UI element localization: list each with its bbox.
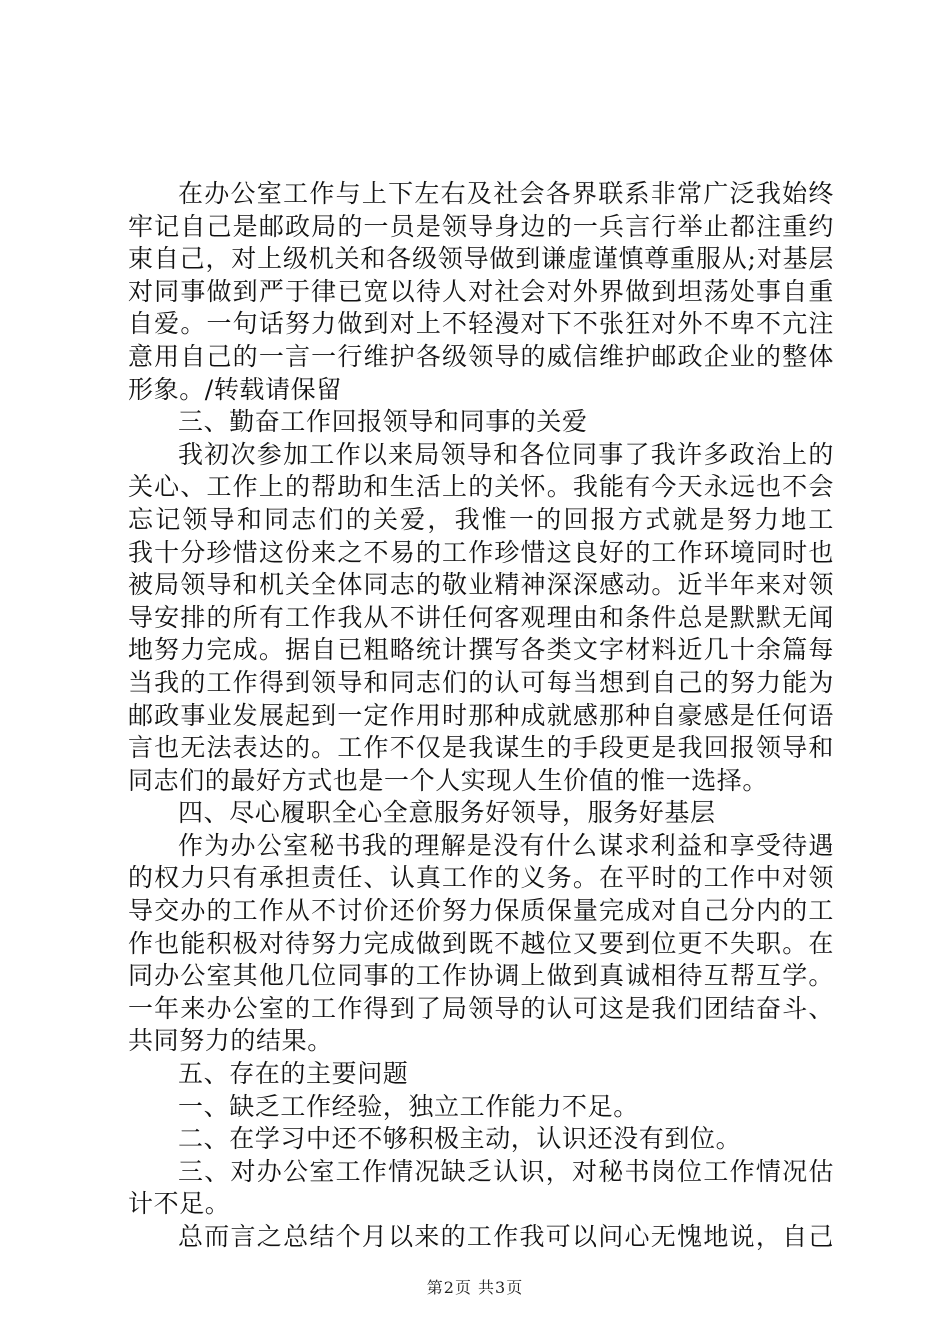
text-line: 言也无法表达的。工作不仅是我谋生的手段更是我回报领导和 (128, 733, 834, 763)
text-line: 束自己，对上级机关和各级领导做到谦虚谨慎尊重服从;对基层 (128, 244, 834, 274)
text-line: 二、在学习中还不够积极主动，认识还没有到位。 (178, 1124, 742, 1154)
text-line: 同办公室其他几位同事的工作协调上做到真诚相待互帮互学。 (128, 961, 834, 991)
text-line: 导交办的工作从不讨价还价努力保质保量完成对自己分内的工 (128, 896, 834, 926)
text-line: 的权力只有承担责任、认真工作的义务。在平时的工作中对领 (128, 863, 834, 893)
text-line: 一年来办公室的工作得到了局领导的认可这是我们团结奋斗、 (128, 993, 834, 1023)
text-line: 三、对办公室工作情况缺乏认识，对秘书岗位工作情况估 (178, 1156, 834, 1186)
text-line: 当我的工作得到领导和同志们的认可每当想到自己的努力能为 (128, 667, 834, 697)
text-line: 自爱。一句话努力做到对上不轻漫对下不张狂对外不卑不亢注 (128, 309, 834, 339)
text-line: 地努力完成。据自已粗略统计撰写各类文字材料近几十余篇每 (128, 635, 834, 665)
text-line: 同志们的最好方式也是一个人实现人生价值的惟一选择。 (128, 765, 769, 795)
text-line: 形象。/转载请保留 (128, 374, 342, 404)
text-line: 四、尽心履职全心全意服务好领导，服务好基层 (178, 798, 716, 828)
text-line: 三、勤奋工作回报领导和同事的关爱 (178, 407, 588, 437)
text-line: 导安排的所有工作我从不讲任何客观理由和条件总是默默无闻 (128, 602, 834, 632)
text-line: 忘记领导和同志们的关爱，我惟一的回报方式就是努力地工 (128, 504, 834, 534)
text-line: 意用自己的一言一行维护各级领导的威信维护邮政企业的整体 (128, 341, 834, 371)
text-line: 共同努力的结果。 (128, 1026, 333, 1056)
text-line: 作也能积极对待努力完成做到既不越位又要到位更不失职。在 (128, 928, 834, 958)
text-line: 关心、工作上的帮助和生活上的关怀。我能有今天永远也不会 (128, 472, 834, 502)
page-number-footer: 第2页 共3页 (426, 1278, 524, 1297)
text-line: 一、缺乏工作经验，独立工作能力不足。 (178, 1091, 639, 1121)
text-line: 牢记自己是邮政局的一员是领导身边的一兵言行举止都注重约 (128, 211, 834, 241)
document-body (128, 178, 834, 1254)
text-line: 总而言之总结个月以来的工作我可以问心无愧地说，自己 (178, 1222, 834, 1251)
text-line: 对同事做到严于律已宽以待人对社会对外界做到坦荡处事自重 (128, 276, 834, 306)
text-line: 计不足。 (128, 1189, 231, 1219)
text-line: 被局领导和机关全体同志的敬业精神深深感动。近半年来对领 (128, 570, 834, 600)
text-line: 五、存在的主要问题 (178, 1059, 409, 1089)
text-line: 邮政事业发展起到一定作用时那种成就感那种自豪感是任何语 (128, 700, 834, 730)
text-line: 我十分珍惜这份来之不易的工作珍惜这良好的工作环境同时也 (128, 537, 834, 567)
text-line: 在办公室工作与上下左右及社会各界联系非常广泛我始终 (178, 179, 834, 208)
text-line: 我初次参加工作以来局领导和各位同事了我许多政治上的 (178, 439, 834, 469)
text-line: 作为办公室秘书我的理解是没有什么谋求利益和享受待遇 (178, 830, 834, 860)
